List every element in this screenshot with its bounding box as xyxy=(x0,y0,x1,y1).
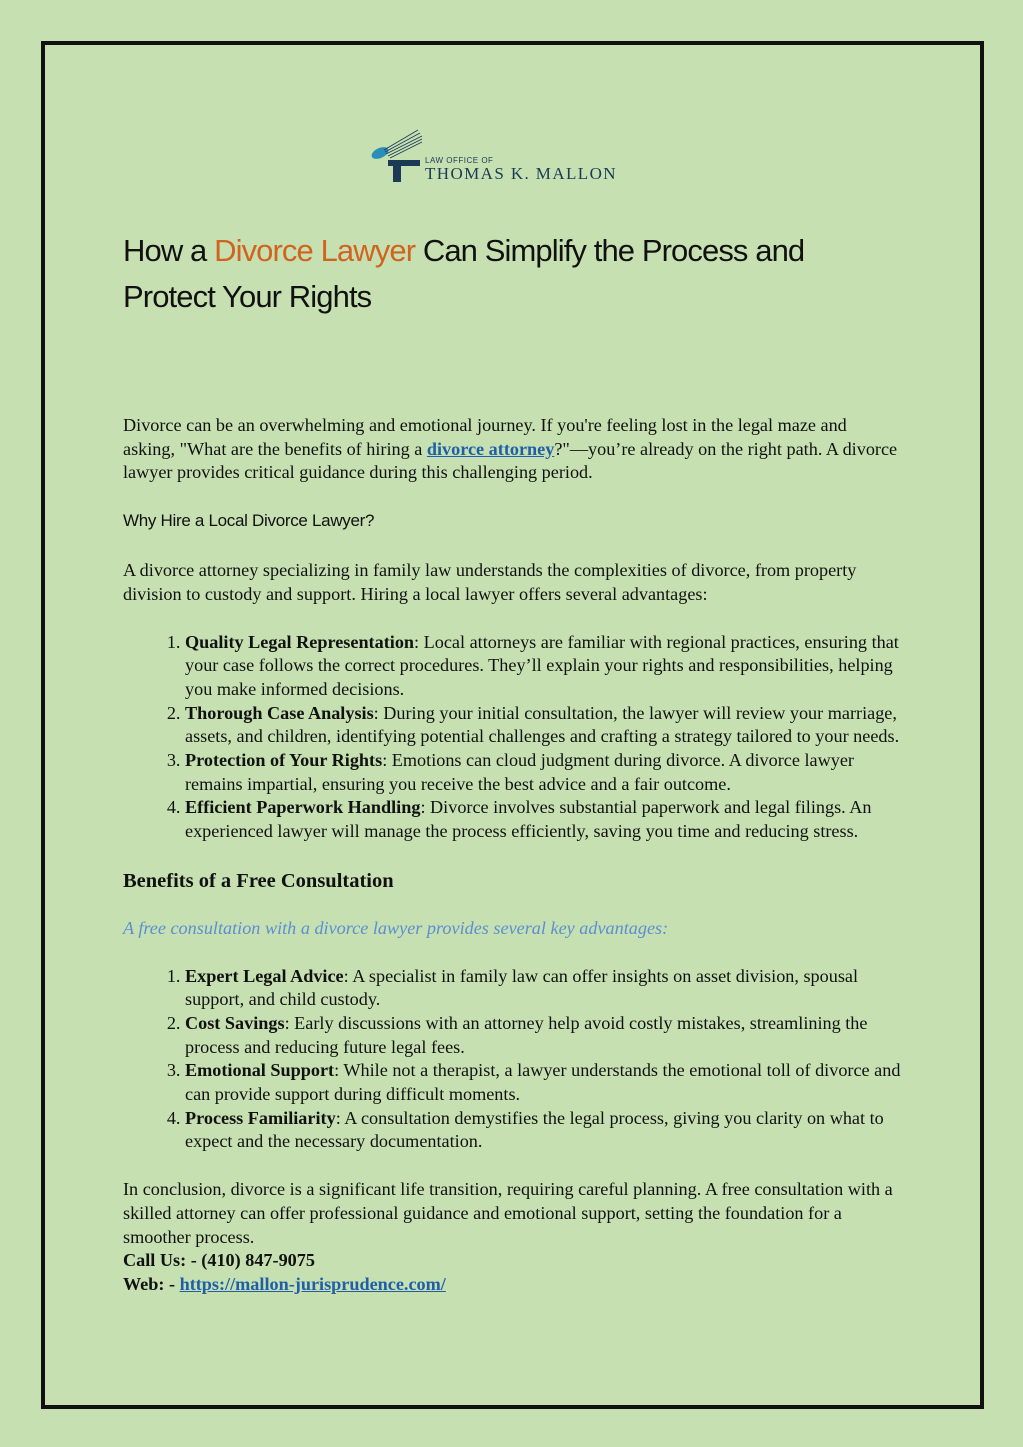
gavel-scales-emblem-icon xyxy=(370,124,430,186)
conclusion-paragraph: In conclusion, divorce is a significant life transition, requiring careful planning. A free consultation with a skilled attorney can offer professional guidance and emotional support, setting the foundation for a smoother process. xyxy=(123,1179,893,1247)
item-desc: : Local attorneys are familiar with regional practices, ensuring that your case follows the correct procedures. They’ll explain your rights and responsibilities, helping you make informed decisions. xyxy=(185,631,899,699)
why-heading: Why Hire a Local Divorce Lawyer? xyxy=(123,511,375,531)
benefits-heading: Benefits of a Free Consultation xyxy=(123,869,394,892)
title-part-2: Can Simplify the Process and Protect Your Rights xyxy=(123,233,805,314)
list-item xyxy=(185,965,903,1012)
item-term: Cost Savings xyxy=(185,1012,285,1033)
title-accent: Divorce Lawyer xyxy=(214,233,416,268)
item-desc: : Emotions can cloud judgment during divorce. A divorce lawyer remains impartial, ensuring you receive the best advice and a fair outcome. xyxy=(185,750,854,794)
list-item xyxy=(185,1059,903,1106)
benefits-lead: A free consultation with a divorce lawyer provides several key advantages: xyxy=(123,917,669,938)
logo-line-1: LAW OFFICE OF xyxy=(425,156,494,165)
firm-logo xyxy=(370,124,660,186)
article xyxy=(123,228,903,1297)
list-item xyxy=(185,631,903,702)
benefits-list xyxy=(123,965,903,1155)
item-term: Efficient Paperwork Handling xyxy=(185,797,421,818)
list-item xyxy=(185,796,903,843)
page-title xyxy=(123,228,903,320)
web-label: Web: - xyxy=(123,1273,180,1294)
item-term: Protection of Your Rights xyxy=(185,750,383,771)
item-desc: : Early discussions with an attorney help avoid costly mistakes, streamlining the process and reducing future legal fees. xyxy=(185,1012,868,1057)
why-paragraph: A divorce attorney specializing in family law understands the complexities of divorce, from property division to custody and support. Hiring a local lawyer offers several advantages: xyxy=(123,560,857,604)
intro-paragraph xyxy=(123,414,903,485)
intro-text-before: Divorce can be an overwhelming and emotional journey. If you're feeling lost in the legal maze and asking, "What are the benefits of hiring a xyxy=(123,415,847,459)
website-link[interactable]: https://mallon-jurisprudence.com/ xyxy=(179,1273,446,1294)
list-item xyxy=(185,702,903,749)
item-desc: : A specialist in family law can offer insights on asset division, spousal support, and child custody. xyxy=(185,965,859,1010)
intro-text-after: ?"—you’re already on the right path. A divorce lawyer provides critical guidance during this challenging period. xyxy=(123,438,898,483)
item-desc: : During your initial consultation, the lawyer will review your marriage, assets, and children, identifying potential challenges and crafting a strategy tailored to your needs. xyxy=(185,702,900,747)
list-item xyxy=(185,1107,903,1154)
title-part-1: How a xyxy=(123,233,215,268)
item-term: Process Familiarity xyxy=(185,1107,336,1128)
item-term: Quality Legal Representation xyxy=(185,631,415,652)
item-desc: : While not a therapist, a lawyer understands the emotional toll of divorce and can provide support during difficult moments. xyxy=(185,1060,901,1105)
item-term: Emotional Support xyxy=(185,1060,335,1081)
web-line xyxy=(123,1273,903,1297)
divorce-attorney-link[interactable]: divorce attorney xyxy=(426,438,555,459)
item-desc: : Divorce involves substantial paperwork and legal filings. An experienced lawyer will manage the process efficiently, saving you time and reducing stress. xyxy=(185,797,872,842)
logo-line-2: THOMAS K. MALLON xyxy=(425,164,617,183)
list-item xyxy=(185,1012,903,1059)
item-term: Expert Legal Advice xyxy=(185,965,344,986)
call-us: Call Us: - (410) 847-9075 xyxy=(123,1250,315,1271)
item-term: Thorough Case Analysis xyxy=(185,702,374,723)
item-desc: : A consultation demystifies the legal process, giving you clarity on what to expect and the necessary documentation. xyxy=(185,1107,884,1152)
advantages-list xyxy=(123,631,903,844)
list-item xyxy=(185,749,903,796)
